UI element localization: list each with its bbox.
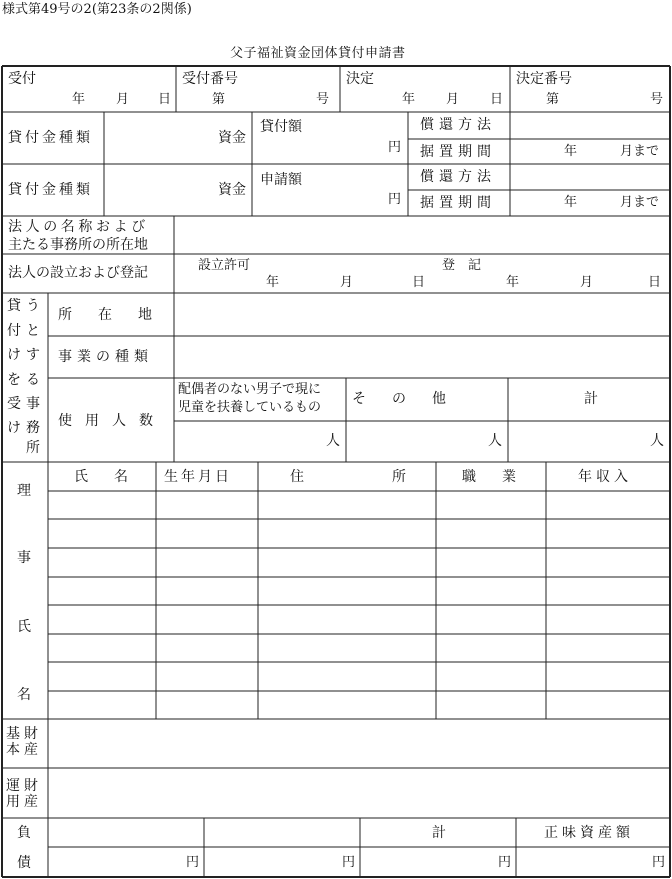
- loan-defer-year-2: 年: [564, 195, 578, 210]
- side-char: 用: [6, 794, 20, 810]
- decision-number-prefix: 第: [546, 92, 560, 107]
- permission-label: 設立許可: [198, 258, 251, 273]
- decision-number-label: 決定番号: [516, 71, 572, 87]
- permission-year-unit: 年: [266, 275, 280, 290]
- decision-date-year-unit: 年: [402, 92, 416, 107]
- single-father-label-line1: 配偶者のない男子で現に: [178, 382, 322, 397]
- reception-number-suffix: 号: [316, 92, 330, 107]
- col-header-birthdate: 生年月日: [164, 469, 232, 485]
- registration-month-unit: 月: [580, 275, 594, 290]
- side-char: 所: [26, 440, 40, 456]
- side-char: け: [7, 420, 21, 436]
- side-char: 務: [26, 420, 40, 436]
- other-count-unit: 人: [488, 433, 502, 449]
- debt-yen-1: 円: [186, 855, 200, 870]
- side-char: 財: [24, 778, 38, 794]
- net-assets-label: 正味資産額: [544, 825, 634, 841]
- decision-number-suffix: 号: [650, 92, 664, 107]
- reception-number-prefix: 第: [212, 92, 226, 107]
- registration-label: 登 記: [442, 258, 482, 273]
- business-type-label: 事業の種類: [58, 349, 153, 365]
- employees-label: 使用人数: [58, 413, 166, 429]
- side-char: 貸: [7, 298, 21, 314]
- side-char: 負: [17, 825, 31, 841]
- reception-number-label: 受付番号: [182, 71, 238, 87]
- side-char: 付: [7, 323, 21, 339]
- single-father-label-line2: 児童を扶養しているもの: [178, 400, 322, 415]
- registration-year-unit: 年: [506, 275, 520, 290]
- side-char: を: [7, 372, 21, 388]
- debt-yen-4: 円: [652, 855, 666, 870]
- permission-month-unit: 月: [340, 275, 354, 290]
- decision-date-day-unit: 日: [490, 92, 504, 107]
- side-char: 氏: [17, 619, 31, 635]
- reception-date-year-unit: 年: [72, 92, 86, 107]
- col-header-occupation: 職 業: [462, 469, 522, 485]
- side-char: 基: [6, 726, 20, 742]
- col-header-name: 氏 名: [74, 469, 134, 485]
- total-employees-label: 計: [584, 391, 598, 407]
- side-char: 事: [26, 396, 40, 412]
- debt-yen-3: 円: [498, 855, 512, 870]
- loan-defer-label-2: 据置期間: [420, 195, 496, 211]
- reception-date-month-unit: 月: [116, 92, 130, 107]
- permission-day-unit: 日: [412, 275, 426, 290]
- reception-label: 受付: [8, 71, 36, 87]
- loan-amount-yen: 円: [388, 140, 402, 155]
- decision-date-month-unit: 月: [446, 92, 460, 107]
- loan-type-label-2: 貸付金種類: [8, 182, 93, 198]
- loan-defer-year: 年: [564, 144, 578, 159]
- form-number: 様式第49号の2(第23条の2関係): [2, 2, 192, 17]
- side-char: 理: [17, 483, 31, 499]
- corp-establish-label: 法人の設立および登記: [8, 265, 148, 281]
- loan-repay-label-2: 償還方法: [420, 169, 496, 185]
- debt-total-label: 計: [432, 825, 446, 841]
- loan-type-label: 貸付金種類: [8, 130, 93, 146]
- other-employees-label: そ の 他: [352, 391, 452, 407]
- loan-defer-label: 据置期間: [420, 144, 496, 160]
- side-char: る: [26, 372, 40, 388]
- total-count-unit: 人: [650, 433, 664, 449]
- page-title: 父子福祉資金団体貸付申請書: [230, 46, 406, 61]
- side-char: 産: [24, 742, 38, 758]
- application-amount-label: 申請額: [260, 172, 302, 188]
- corp-name-label-line2: 主たる事務所の所在地: [8, 237, 148, 253]
- side-char: 事: [17, 550, 31, 566]
- reception-date-day-unit: 日: [158, 92, 172, 107]
- col-header-income: 年収入: [578, 469, 632, 485]
- application-amount-yen: 円: [388, 192, 402, 207]
- side-char: す: [26, 347, 40, 363]
- debt-yen-2: 円: [342, 855, 356, 870]
- side-char: 産: [24, 794, 38, 810]
- side-char: 名: [17, 687, 31, 703]
- decision-label: 決定: [346, 71, 374, 87]
- side-char: 財: [24, 726, 38, 742]
- side-char: 債: [17, 855, 31, 871]
- side-char: う: [26, 298, 40, 314]
- loan-defer-month: 月まで: [620, 144, 660, 159]
- corp-name-label-line1: 法人の名称および: [8, 219, 149, 235]
- side-char: と: [26, 323, 40, 339]
- loan-defer-month-2: 月まで: [620, 195, 660, 210]
- col-header-address: 住 所: [290, 469, 426, 485]
- side-char: 運: [6, 778, 20, 794]
- loan-repay-label: 償還方法: [420, 117, 496, 133]
- loan-fund-suffix: 資金: [218, 130, 246, 146]
- registration-day-unit: 日: [648, 275, 662, 290]
- loan-amount-label: 貸付額: [260, 119, 302, 135]
- side-char: け: [7, 347, 21, 363]
- side-char: 本: [6, 742, 20, 758]
- loan-fund-suffix-2: 資金: [218, 182, 246, 198]
- location-label: 所 在 地: [58, 307, 158, 323]
- single-father-count-unit: 人: [326, 433, 340, 449]
- side-char: 受: [7, 396, 21, 412]
